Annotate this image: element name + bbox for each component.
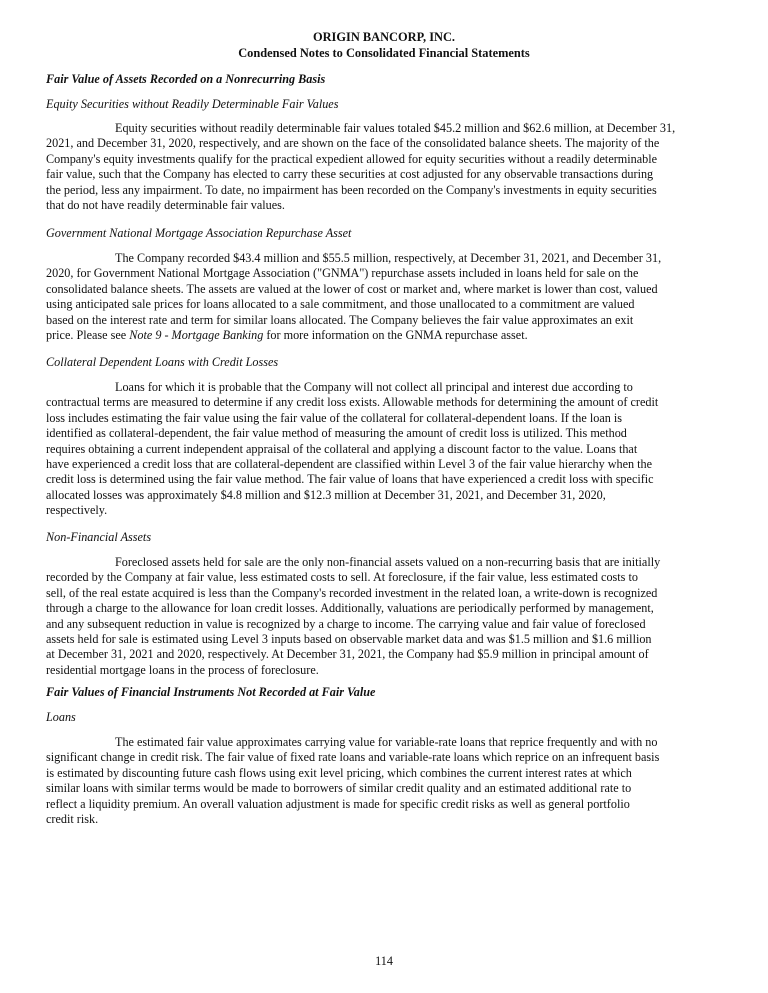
text-line: fair value, such that the Company has elected to carry these securities at cost adjusted for any observable transactions during — [46, 167, 654, 182]
text-line: reflect a liquidity premium. An overall valuation adjustment is made for specific credit risks as well as general portfolio — [46, 796, 630, 811]
paragraph-loans — [46, 735, 746, 827]
subheading-non-financial-assets: Non-Financial Assets — [46, 530, 152, 544]
section-heading-not-recorded-at-fair-value: Fair Values of Financial Instruments Not Recorded at Fair Value — [46, 685, 376, 699]
text-line: at December 31, 2021 and 2020, respectively. At December 31, 2021, the Company had $5.9 million in principal amount of — [46, 647, 649, 662]
text-line: loss includes estimating the fair value using the fair value of the collateral for collateral-dependent loans. If the loan is — [46, 410, 622, 425]
subheading-equity-securities: Equity Securities without Readily Determinable Fair Values — [46, 97, 339, 111]
text-line: identified as collateral-dependent, the fair value method of measuring the amount of credit loss is utilized. This method — [46, 426, 627, 441]
note-reference-link[interactable]: Note 9 - Mortgage Banking — [129, 328, 264, 343]
text-line: requires obtaining a current independent appraisal of the collateral and applying a discount factor to the value. Loans that — [46, 441, 638, 456]
text-line — [46, 328, 746, 343]
document-subtitle: Condensed Notes to Consolidated Financial Statements — [238, 46, 530, 60]
text-line: consolidated balance sheets. The assets are valued at the lower of cost or market and, where market is lower than cost, valued — [46, 281, 658, 296]
subheading-gnma: Government National Mortgage Association Repurchase Asset — [46, 226, 352, 240]
text-line: sell, of the real estate acquired is less than the Company's recorded investment in the related loan, a write-down is recognized — [46, 585, 658, 600]
text-line: the period, less any impairment. To date, no impairment has been recorded on the Company's investments in equity securities — [46, 182, 657, 197]
text-line: Equity securities without readily determinable fair values totaled $45.2 million and $62.6 million, at December 31, — [115, 121, 676, 135]
page-number: 114 — [375, 954, 393, 968]
company-name: ORIGIN BANCORP, INC. — [312, 30, 456, 44]
paragraph-non-financial-assets — [46, 555, 746, 678]
text-line: is estimated by discounting future cash flows using exit level pricing, which combines the current interest rates at which — [46, 765, 632, 780]
text-line: Loans for which it is probable that the Company will not collect all principal and interest due according to — [115, 380, 633, 394]
subheading-collateral-dependent-loans: Collateral Dependent Loans with Credit Losses — [46, 355, 279, 369]
text-line: based on the interest rate and term for similar loans allocated. The Company believes the fair value approximates an exit — [46, 312, 634, 327]
text-line: Foreclosed assets held for sale are the only non-financial assets valued on a non-recurring basis that are initially — [115, 555, 661, 569]
paragraph-collateral-dependent-loans — [46, 380, 746, 519]
text-line: respectively. — [46, 503, 108, 518]
text-line: The Company recorded $43.4 million and $55.5 million, respectively, at December 31, 2021, and December 31, — [115, 251, 662, 265]
text-line: through a charge to the allowance for loan credit losses. Additionally, valuations are periodically performed by management, — [46, 601, 654, 616]
text-line: credit risk. — [46, 812, 99, 827]
text-line: using anticipated sale prices for loans allocated to a sale commitment, and those unallocated to a commitment are valued — [46, 297, 635, 312]
text-line: credit loss is determined using the fair value method. The fair value of loans that have experienced a credit loss with specific — [46, 472, 654, 487]
text-line: allocated losses was approximately $4.8 million and $12.3 million at December 31, 2021, and December 31, 2020, — [46, 487, 606, 502]
paragraph-gnma — [46, 251, 746, 343]
text-line: recorded by the Company at fair value, less estimated costs to sell. At foreclosure, if the fair value, less estimated costs to — [46, 570, 638, 585]
text-line: 2021, and December 31, 2020, respectively, and are shown on the face of the consolidated balance sheets. The majority of the — [46, 136, 660, 151]
text-line: similar loans with similar terms would be made to borrowers of similar credit quality and an estimated additional rate to — [46, 781, 632, 796]
text-line: assets held for sale is estimated using Level 3 inputs based on observable market data and was $1.5 million and $1.6 million — [46, 632, 652, 647]
text-line: 2020, for Government National Mortgage Association ("GNMA") repurchase assets included in loans held for sale on the — [46, 266, 639, 281]
text-line: that do not have readily determinable fair values. — [46, 198, 285, 213]
text-line: have experienced a credit loss that are collateral-dependent are classified within Level 3 of the fair value hierarchy when the — [46, 457, 653, 472]
text-line: residential mortgage loans in the process of foreclosure. — [46, 662, 319, 677]
text-fragment: for more information on the GNMA repurchase asset. — [263, 328, 528, 343]
subheading-loans: Loans — [46, 710, 76, 724]
section-heading-nonrecurring: Fair Value of Assets Recorded on a Nonrecurring Basis — [46, 72, 326, 86]
text-line: Company's equity investments qualify for the practical expedient allowed for equity securities without a readily determinable — [46, 151, 658, 166]
text-line: The estimated fair value approximates carrying value for variable-rate loans that reprice frequently and with no — [115, 735, 658, 749]
text-line: and any subsequent reduction in value is recognized by a charge to income. The carrying value and fair value of foreclosed — [46, 616, 646, 631]
paragraph-equity-securities — [46, 121, 746, 213]
text-line: contractual terms are measured to determine if any credit loss exists. Allowable methods for determining the amount of credit — [46, 395, 659, 410]
text-fragment: price. Please see — [46, 328, 130, 343]
text-line: significant change in credit risk. The fair value of fixed rate loans and variable-rate loans which reprice on an infrequent basis — [46, 750, 660, 765]
